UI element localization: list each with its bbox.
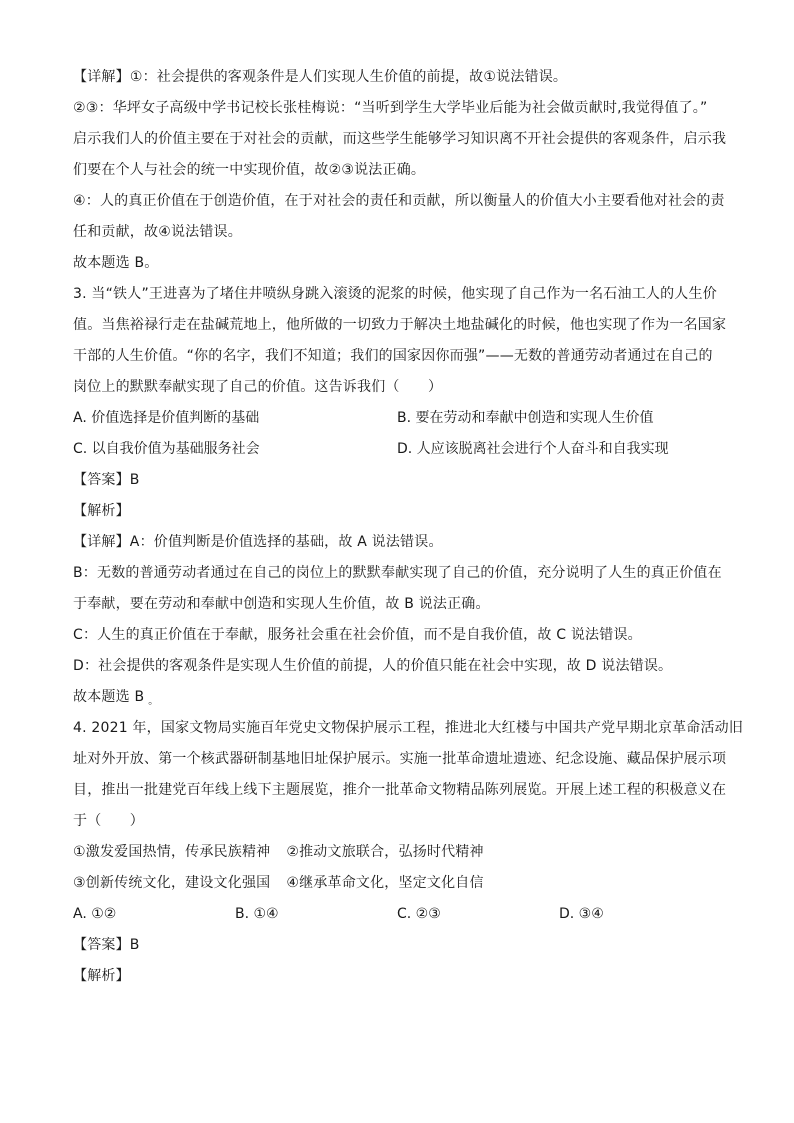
analysis-line: 【解析】	[73, 968, 130, 984]
detail-line-2: ②③：华坪女子高级中学书记校长张桂梅说：“当听到学生大学毕业后能为社会做贡献时,我觉得值了。”	[73, 100, 708, 116]
option-a: A. 价值选择是价值判断的基础	[73, 410, 260, 426]
question-3-options-row-1	[73, 403, 733, 434]
q3-detail-1: 【详解】A：价值判断是价值选择的基础，故 A 说法错误。	[73, 534, 443, 550]
statement-4: ④继承革命文化，坚定文化自信	[286, 875, 484, 891]
option-c: C. 以自我价值为基础服务社会	[73, 441, 260, 457]
detail-line-5: ④：人的真正价值在于创造价值，在于对社会的责任和贡献，所以衡量人的价值大小主要看他对社会的责	[73, 193, 725, 209]
option-c: C. ②③	[397, 906, 441, 922]
analysis-line: 【解析】	[73, 503, 130, 519]
option-b: B. ①④	[235, 906, 279, 922]
question-3-line-4: 岗位上的默默奉献实现了自己的价值。这告诉我们（ ）	[73, 379, 443, 395]
question-3-line-1: 3. 当“铁人”王进喜为了堵住井喷纵身跳入滚烫的泥浆的时候，他实现了自己作为一名石油工人的人生价	[73, 286, 717, 302]
option-d: D. ③④	[559, 906, 604, 922]
answer-line: 【答案】B	[73, 472, 140, 488]
statement-2: ②推动文旅联合，弘扬时代精神	[286, 844, 484, 860]
q3-detail-2: B：无数的普通劳动者通过在自己的岗位上的默默奉献实现了自己的价值，充分说明了人生的真正价值在	[73, 565, 722, 581]
question-3-line-2: 值。当焦裕禄行走在盐碱荒地上，他所做的一切致力于解决土地盐碱化的时候，他也实现了作为一名国家	[73, 317, 727, 333]
q3-detail-5: D：社会提供的客观条件是实现人生价值的前提，人的价值只能在社会中实现，故 D 说法错误。	[73, 658, 673, 674]
answer-line: 【答案】B	[73, 937, 140, 953]
q3-detail-3: 于奉献，要在劳动和奉献中创造和实现人生价值，故 B 说法正确。	[73, 596, 490, 612]
statement-1: ①激发爱国热情，传承民族精神	[73, 844, 271, 860]
statement-row-1	[73, 837, 733, 868]
option-b: B. 要在劳动和奉献中创造和实现人生价值	[397, 410, 654, 426]
statement-3: ③创新传统文化，建设文化强国	[73, 875, 271, 891]
question-4-line-1: 4. 2021 年，国家文物局实施百年党史文物保护展示工程，推进北大红楼与中国共产党早期北京革命活动旧	[73, 720, 744, 736]
detail-line-1: 【详解】①：社会提供的客观条件是人们实现人生价值的前提，故①说法错误。	[73, 69, 568, 85]
q3-conclusion: 故本题选 B 。	[73, 689, 159, 707]
option-d: D. 人应该脱离社会进行个人奋斗和自我实现	[397, 441, 669, 457]
question-4-line-4: 于（ ）	[73, 813, 144, 829]
question-4-options	[73, 899, 733, 930]
statement-row-2	[73, 868, 733, 899]
detail-line-6: 任和贡献，故④说法错误。	[73, 224, 242, 240]
detail-line-3: 启示我们人的价值主要在于对社会的贡献，而这些学生能够学习知识离不开社会提供的客观条件，启示我	[73, 131, 727, 147]
question-4-line-3: 目，推出一批建党百年线上线下主题展览，推介一批革命文物精品陈列展览。开展上述工程的积极意义在	[73, 782, 727, 798]
detail-line-4: 们要在个人与社会的统一中实现价值，故②③说法正确。	[73, 162, 426, 178]
detail-tag: 【详解】	[73, 69, 130, 85]
question-4-line-2: 址对外开放、第一个核武器研制基地旧址保护展示。实施一批革命遗址遗迹、纪念设施、藏品保护展示项	[73, 751, 727, 767]
conclusion-line: 故本题选 B。	[73, 255, 159, 271]
option-a: A. ①②	[73, 906, 117, 922]
q3-detail-4: C：人生的真正价值在于奉献，服务社会重在社会价值，而不是自我价值，故 C 说法错误。	[73, 627, 642, 643]
document-page	[73, 62, 744, 992]
question-3-options-row-2	[73, 434, 733, 465]
question-3-line-3: 干部的人生价值。“你的名字，我们不知道；我们的国家因你而强”——无数的普通劳动者通过在自己的	[73, 348, 713, 364]
